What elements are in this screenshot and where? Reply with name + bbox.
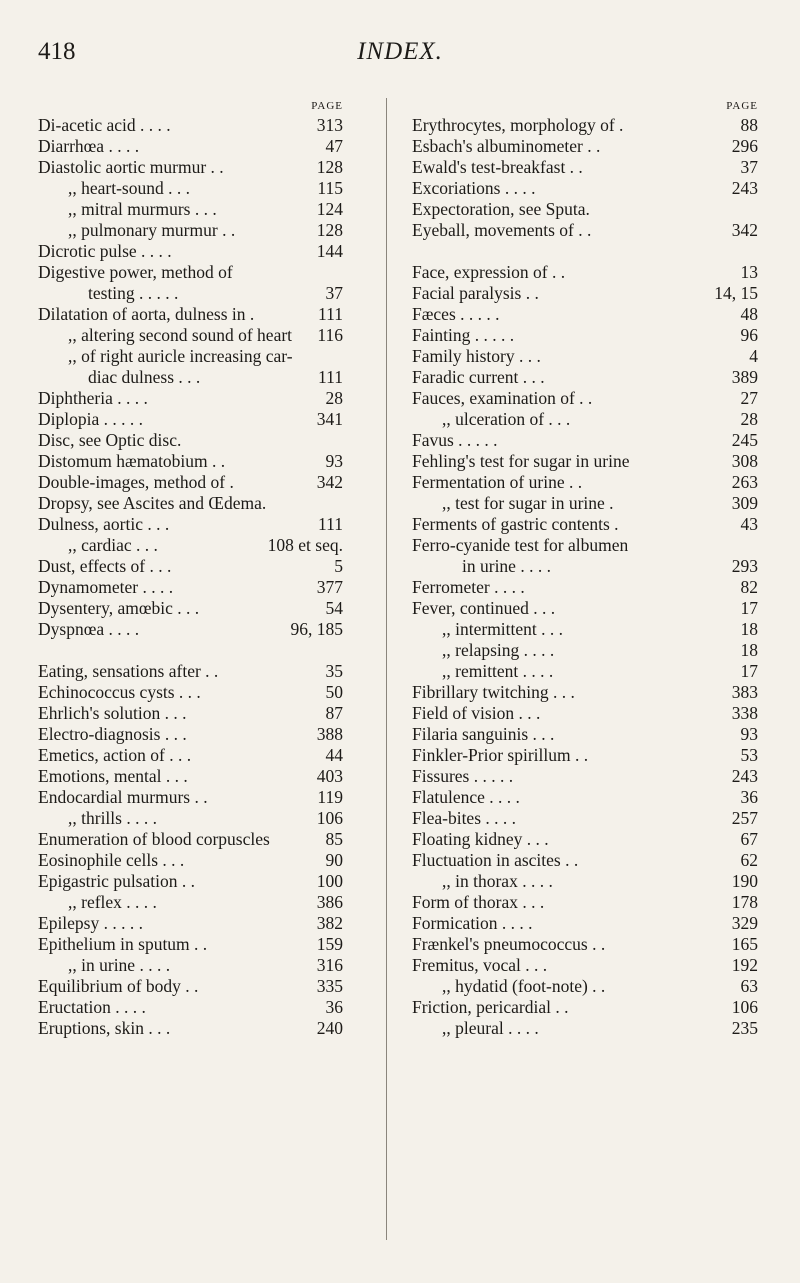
- index-page-number: 111: [314, 367, 343, 388]
- index-page-number: 190: [728, 871, 758, 892]
- index-page-number: 111: [314, 514, 343, 535]
- index-entry: [38, 220, 343, 241]
- index-entry: [412, 640, 758, 661]
- index-term: Ferments of gastric contents .: [412, 514, 619, 534]
- index-page-number: 35: [322, 661, 344, 682]
- index-entry: [38, 430, 343, 451]
- index-column-left: [38, 100, 343, 1039]
- index-term: Double-images, method of .: [38, 472, 234, 492]
- index-list-right: [412, 115, 758, 1039]
- index-entry: [412, 451, 758, 472]
- index-entry: [38, 619, 343, 640]
- index-term: ,, test for sugar in urine .: [442, 493, 614, 513]
- index-term: ,, pleural . . . .: [442, 1018, 539, 1038]
- index-page-number: 18: [737, 619, 759, 640]
- index-column-right: [412, 100, 758, 1039]
- index-page-number: 62: [737, 850, 759, 871]
- index-term: Filaria sanguinis . . .: [412, 724, 555, 744]
- column-header-right: PAGE: [726, 100, 758, 112]
- index-entry: [38, 388, 343, 409]
- index-page-number: 377: [313, 577, 343, 598]
- index-term: Expectoration, see Sputa.: [412, 199, 590, 219]
- index-term: Fissures . . . . .: [412, 766, 514, 786]
- index-page-number: 124: [313, 199, 343, 220]
- index-page-number: 106: [313, 808, 343, 829]
- index-entry: [38, 577, 343, 598]
- index-term: Fever, continued . . .: [412, 598, 556, 618]
- index-page-number: 85: [322, 829, 344, 850]
- index-page-number: 116: [313, 325, 343, 346]
- index-term: Diastolic aortic murmur . .: [38, 157, 224, 177]
- index-term: Eyeball, movements of . .: [412, 220, 592, 240]
- index-page-number: 93: [737, 724, 759, 745]
- index-term: Fainting . . . . .: [412, 325, 515, 345]
- index-term: ,, remittent . . . .: [442, 661, 554, 681]
- index-page-number: 106: [728, 997, 758, 1018]
- index-entry: [412, 178, 758, 199]
- index-term: Ehrlich's solution . . .: [38, 703, 187, 723]
- index-term: Frænkel's pneumococcus . .: [412, 934, 606, 954]
- index-term: Eosinophile cells . . .: [38, 850, 185, 870]
- index-term: diac dulness . . .: [88, 367, 201, 387]
- index-page-number: 50: [322, 682, 344, 703]
- index-term: ,, in urine . . . .: [68, 955, 171, 975]
- index-entry: [412, 808, 758, 829]
- index-term: Dilatation of aorta, dulness in .: [38, 304, 255, 324]
- index-entry: [412, 388, 758, 409]
- index-entry: [38, 1018, 343, 1039]
- index-term: Enumeration of blood corpuscles: [38, 829, 270, 849]
- index-term: Fæces . . . . .: [412, 304, 500, 324]
- index-page-number: 17: [737, 598, 759, 619]
- index-term: Fauces, examination of . .: [412, 388, 593, 408]
- index-page-number: 329: [728, 913, 758, 934]
- index-entry: [412, 430, 758, 451]
- index-entry: [412, 766, 758, 787]
- index-page-number: 243: [728, 178, 758, 199]
- index-page-number: 53: [737, 745, 759, 766]
- index-term: Erythrocytes, morphology of .: [412, 115, 624, 135]
- index-page-number: 14, 15: [710, 283, 758, 304]
- index-entry: [38, 472, 343, 493]
- index-entry: [38, 409, 343, 430]
- index-term: ,, ulceration of . . .: [442, 409, 571, 429]
- index-term: Dust, effects of . . .: [38, 556, 172, 576]
- index-page-number: 178: [728, 892, 758, 913]
- index-entry: [412, 199, 758, 220]
- index-term: Dyspnœa . . . .: [38, 619, 140, 639]
- index-page-number: 63: [737, 976, 759, 997]
- index-entry: [412, 976, 758, 997]
- index-entry: [412, 997, 758, 1018]
- index-term: Ferrometer . . . .: [412, 577, 525, 597]
- index-page-number: 144: [313, 241, 343, 262]
- index-term: Faradic current . . .: [412, 367, 545, 387]
- index-page-number: 296: [728, 136, 758, 157]
- index-page-number: 28: [737, 409, 759, 430]
- index-entry: [412, 682, 758, 703]
- index-term: Fermentation of urine . .: [412, 472, 583, 492]
- index-page-number: 88: [737, 115, 759, 136]
- index-entry: [38, 262, 343, 283]
- index-term: Echinococcus cysts . . .: [38, 682, 201, 702]
- index-entry: [412, 850, 758, 871]
- index-term: Excoriations . . . .: [412, 178, 536, 198]
- index-entry: [412, 703, 758, 724]
- index-term: Dropsy, see Ascites and Œdema.: [38, 493, 267, 513]
- index-page-number: 96, 185: [287, 619, 344, 640]
- index-page-number: 243: [728, 766, 758, 787]
- index-entry: [412, 913, 758, 934]
- index-entry: [412, 115, 758, 136]
- index-entry: [38, 976, 343, 997]
- index-term: Family history . . .: [412, 346, 541, 366]
- index-page-number: 37: [322, 283, 344, 304]
- index-entry: [412, 829, 758, 850]
- index-term: ,, thrills . . . .: [68, 808, 157, 828]
- index-term: ,, cardiac . . .: [68, 535, 158, 555]
- index-term: ,, relapsing . . . .: [442, 640, 555, 660]
- index-term: ,, heart-sound . . .: [68, 178, 190, 198]
- index-entry: [412, 619, 758, 640]
- index-term: Electro-diagnosis . . .: [38, 724, 187, 744]
- index-page-number: 90: [322, 850, 344, 871]
- index-term: Fehling's test for sugar in urine: [412, 451, 630, 471]
- index-entry: [38, 955, 343, 976]
- index-entry: [38, 346, 343, 367]
- index-page-number: 44: [322, 745, 344, 766]
- index-term: Eating, sensations after . .: [38, 661, 219, 681]
- index-term: Fluctuation in ascites . .: [412, 850, 579, 870]
- index-page-number: 386: [313, 892, 343, 913]
- index-page-number: 342: [313, 472, 343, 493]
- index-entry: [412, 934, 758, 955]
- index-entry: [38, 808, 343, 829]
- page-header: [38, 38, 762, 74]
- index-page-number: 382: [313, 913, 343, 934]
- index-entry: [38, 997, 343, 1018]
- index-term: Dynamometer . . . .: [38, 577, 174, 597]
- index-entry: [38, 241, 343, 262]
- index-entry: [38, 703, 343, 724]
- index-entry: [38, 556, 343, 577]
- index-term: Eruptions, skin . . .: [38, 1018, 171, 1038]
- index-page-number: 18: [737, 640, 759, 661]
- index-page-number: 67: [737, 829, 759, 850]
- index-page-number: 389: [728, 367, 758, 388]
- index-page-number: 43: [737, 514, 759, 535]
- index-page-number: 36: [322, 997, 344, 1018]
- index-term: Fibrillary twitching . . .: [412, 682, 575, 702]
- index-entry: [412, 598, 758, 619]
- index-entry: [412, 241, 758, 262]
- index-term: Dysentery, amœbic . . .: [38, 598, 200, 618]
- index-entry: [412, 409, 758, 430]
- index-term: Eructation . . . .: [38, 997, 146, 1017]
- index-page-number: 17: [737, 661, 759, 682]
- index-entry: [38, 829, 343, 850]
- index-term: Finkler-Prior spirillum . .: [412, 745, 589, 765]
- index-page-number: 165: [728, 934, 758, 955]
- index-entry: [38, 493, 343, 514]
- index-entry: [412, 472, 758, 493]
- index-page-number: 111: [314, 304, 343, 325]
- index-page-number: 159: [313, 934, 343, 955]
- index-term: Form of thorax . . .: [412, 892, 545, 912]
- index-page-number: 37: [737, 157, 759, 178]
- index-term: ,, in thorax . . . .: [442, 871, 553, 891]
- index-list-left: [38, 115, 343, 1039]
- index-page-number: 341: [313, 409, 343, 430]
- index-term: Floating kidney . . .: [412, 829, 549, 849]
- index-entry: [412, 955, 758, 976]
- index-page-number: 257: [728, 808, 758, 829]
- index-term: Equilibrium of body . .: [38, 976, 199, 996]
- index-term: Endocardial murmurs . .: [38, 787, 208, 807]
- index-entry: [412, 577, 758, 598]
- index-entry: [38, 745, 343, 766]
- index-term: ,, reflex . . . .: [68, 892, 157, 912]
- index-page-number: 388: [313, 724, 343, 745]
- index-term: Formication . . . .: [412, 913, 533, 933]
- index-entry: [412, 535, 758, 556]
- index-entry: [412, 220, 758, 241]
- index-page-number: 96: [737, 325, 759, 346]
- index-term: Flea-bites . . . .: [412, 808, 517, 828]
- page-number: 418: [38, 38, 76, 65]
- index-page-number: 235: [728, 1018, 758, 1039]
- index-term: Favus . . . . .: [412, 430, 498, 450]
- index-term: Distomum hæmatobium . .: [38, 451, 226, 471]
- index-term: Ewald's test-breakfast . .: [412, 157, 583, 177]
- index-entry: [412, 724, 758, 745]
- index-term: Diphtheria . . . .: [38, 388, 148, 408]
- index-entry: [38, 178, 343, 199]
- index-page-number: 36: [737, 787, 759, 808]
- index-page-number: 245: [728, 430, 758, 451]
- index-term: ,, of right auricle increasing car-: [68, 346, 293, 366]
- index-entry: [412, 1018, 758, 1039]
- index-term: Emotions, mental . . .: [38, 766, 188, 786]
- index-entry: [38, 325, 343, 346]
- index-page-number: 293: [728, 556, 758, 577]
- index-page-number: 5: [330, 556, 343, 577]
- index-page-number: 48: [737, 304, 759, 325]
- index-term: Field of vision . . .: [412, 703, 541, 723]
- page-title: INDEX.: [357, 38, 443, 65]
- index-entry: [38, 766, 343, 787]
- index-entry: [412, 493, 758, 514]
- index-term: Ferro-cyanide test for albumen: [412, 535, 629, 555]
- index-entry: [412, 661, 758, 682]
- index-page-number: 240: [313, 1018, 343, 1039]
- index-page-number: 4: [745, 346, 758, 367]
- index-page-number: 115: [313, 178, 343, 199]
- index-term: ,, intermittent . . .: [442, 619, 564, 639]
- index-entry: [412, 892, 758, 913]
- index-entry: [38, 451, 343, 472]
- index-term: Epithelium in sputum . .: [38, 934, 208, 954]
- index-entry: [38, 724, 343, 745]
- index-page-number: 313: [313, 115, 343, 136]
- index-entry: [412, 556, 758, 577]
- index-term: testing . . . . .: [88, 283, 179, 303]
- column-header-left: PAGE: [311, 100, 343, 112]
- index-term: ,, hydatid (foot-note) . .: [442, 976, 606, 996]
- index-term: ,, pulmonary murmur . .: [68, 220, 236, 240]
- index-page-number: 13: [737, 262, 759, 283]
- index-entry: [412, 745, 758, 766]
- index-entry: [38, 283, 343, 304]
- index-term: Emetics, action of . . .: [38, 745, 192, 765]
- index-page-number: 342: [728, 220, 758, 241]
- index-page-number: 128: [313, 220, 343, 241]
- index-page-number: 108 et seq.: [264, 535, 343, 556]
- index-page-number: 308: [728, 451, 758, 472]
- index-term: in urine . . . .: [462, 556, 551, 576]
- index-term: Dulness, aortic . . .: [38, 514, 170, 534]
- index-page-number: 263: [728, 472, 758, 493]
- index-page-number: 335: [313, 976, 343, 997]
- index-entry: [38, 682, 343, 703]
- index-entry: [38, 871, 343, 892]
- index-page-number: 316: [313, 955, 343, 976]
- index-entry: [38, 136, 343, 157]
- index-page-number: 192: [728, 955, 758, 976]
- index-page-number: 27: [737, 388, 759, 409]
- index-term: Friction, pericardial . .: [412, 997, 569, 1017]
- index-term: ,, altering second sound of heart: [68, 325, 293, 345]
- index-page-number: 100: [313, 871, 343, 892]
- index-entry: [38, 199, 343, 220]
- index-page-number: 82: [737, 577, 759, 598]
- index-page-number: 47: [322, 136, 344, 157]
- index-entry: [38, 934, 343, 955]
- index-term: Digestive power, method of: [38, 262, 233, 282]
- index-term: ,, mitral murmurs . . .: [68, 199, 217, 219]
- index-entry: [38, 157, 343, 178]
- index-term: Epigastric pulsation . .: [38, 871, 195, 891]
- index-term: Dicrotic pulse . . . .: [38, 241, 172, 261]
- index-entry: [412, 787, 758, 808]
- index-term: Esbach's albuminometer . .: [412, 136, 601, 156]
- index-term: Flatulence . . . .: [412, 787, 520, 807]
- index-term: Face, expression of . .: [412, 262, 566, 282]
- index-entry: [38, 598, 343, 619]
- index-entry: [38, 892, 343, 913]
- index-page-number: 128: [313, 157, 343, 178]
- index-entry: [412, 871, 758, 892]
- index-entry: [412, 304, 758, 325]
- index-entry: [38, 640, 343, 661]
- index-page-number: 309: [728, 493, 758, 514]
- index-entry: [412, 367, 758, 388]
- index-term: Diplopia . . . . .: [38, 409, 143, 429]
- index-term: Facial paralysis . .: [412, 283, 539, 303]
- index-page-number: 383: [728, 682, 758, 703]
- index-entry: [38, 535, 343, 556]
- index-term: Disc, see Optic disc.: [38, 430, 182, 450]
- index-page-number: 54: [322, 598, 344, 619]
- index-entry: [412, 346, 758, 367]
- index-entry: [412, 262, 758, 283]
- index-entry: [412, 283, 758, 304]
- index-entry: [412, 136, 758, 157]
- index-entry: [412, 514, 758, 535]
- index-entry: [412, 157, 758, 178]
- index-term: Diarrhœa . . . .: [38, 136, 140, 156]
- index-entry: [38, 367, 343, 388]
- index-page-number: 87: [322, 703, 344, 724]
- column-divider: [386, 98, 387, 1240]
- index-entry: [38, 850, 343, 871]
- index-entry: [38, 787, 343, 808]
- index-entry: [38, 661, 343, 682]
- index-page-number: 28: [322, 388, 344, 409]
- index-entry: [412, 325, 758, 346]
- index-page-number: 119: [313, 787, 343, 808]
- index-term: Epilepsy . . . . .: [38, 913, 143, 933]
- index-page-number: 338: [728, 703, 758, 724]
- index-page-number: 93: [322, 451, 344, 472]
- index-entry: [38, 514, 343, 535]
- index-term: Fremitus, vocal . . .: [412, 955, 548, 975]
- index-entry: [38, 115, 343, 136]
- index-entry: [38, 913, 343, 934]
- index-entry: [38, 304, 343, 325]
- index-page-number: 403: [313, 766, 343, 787]
- index-term: Di-acetic acid . . . .: [38, 115, 171, 135]
